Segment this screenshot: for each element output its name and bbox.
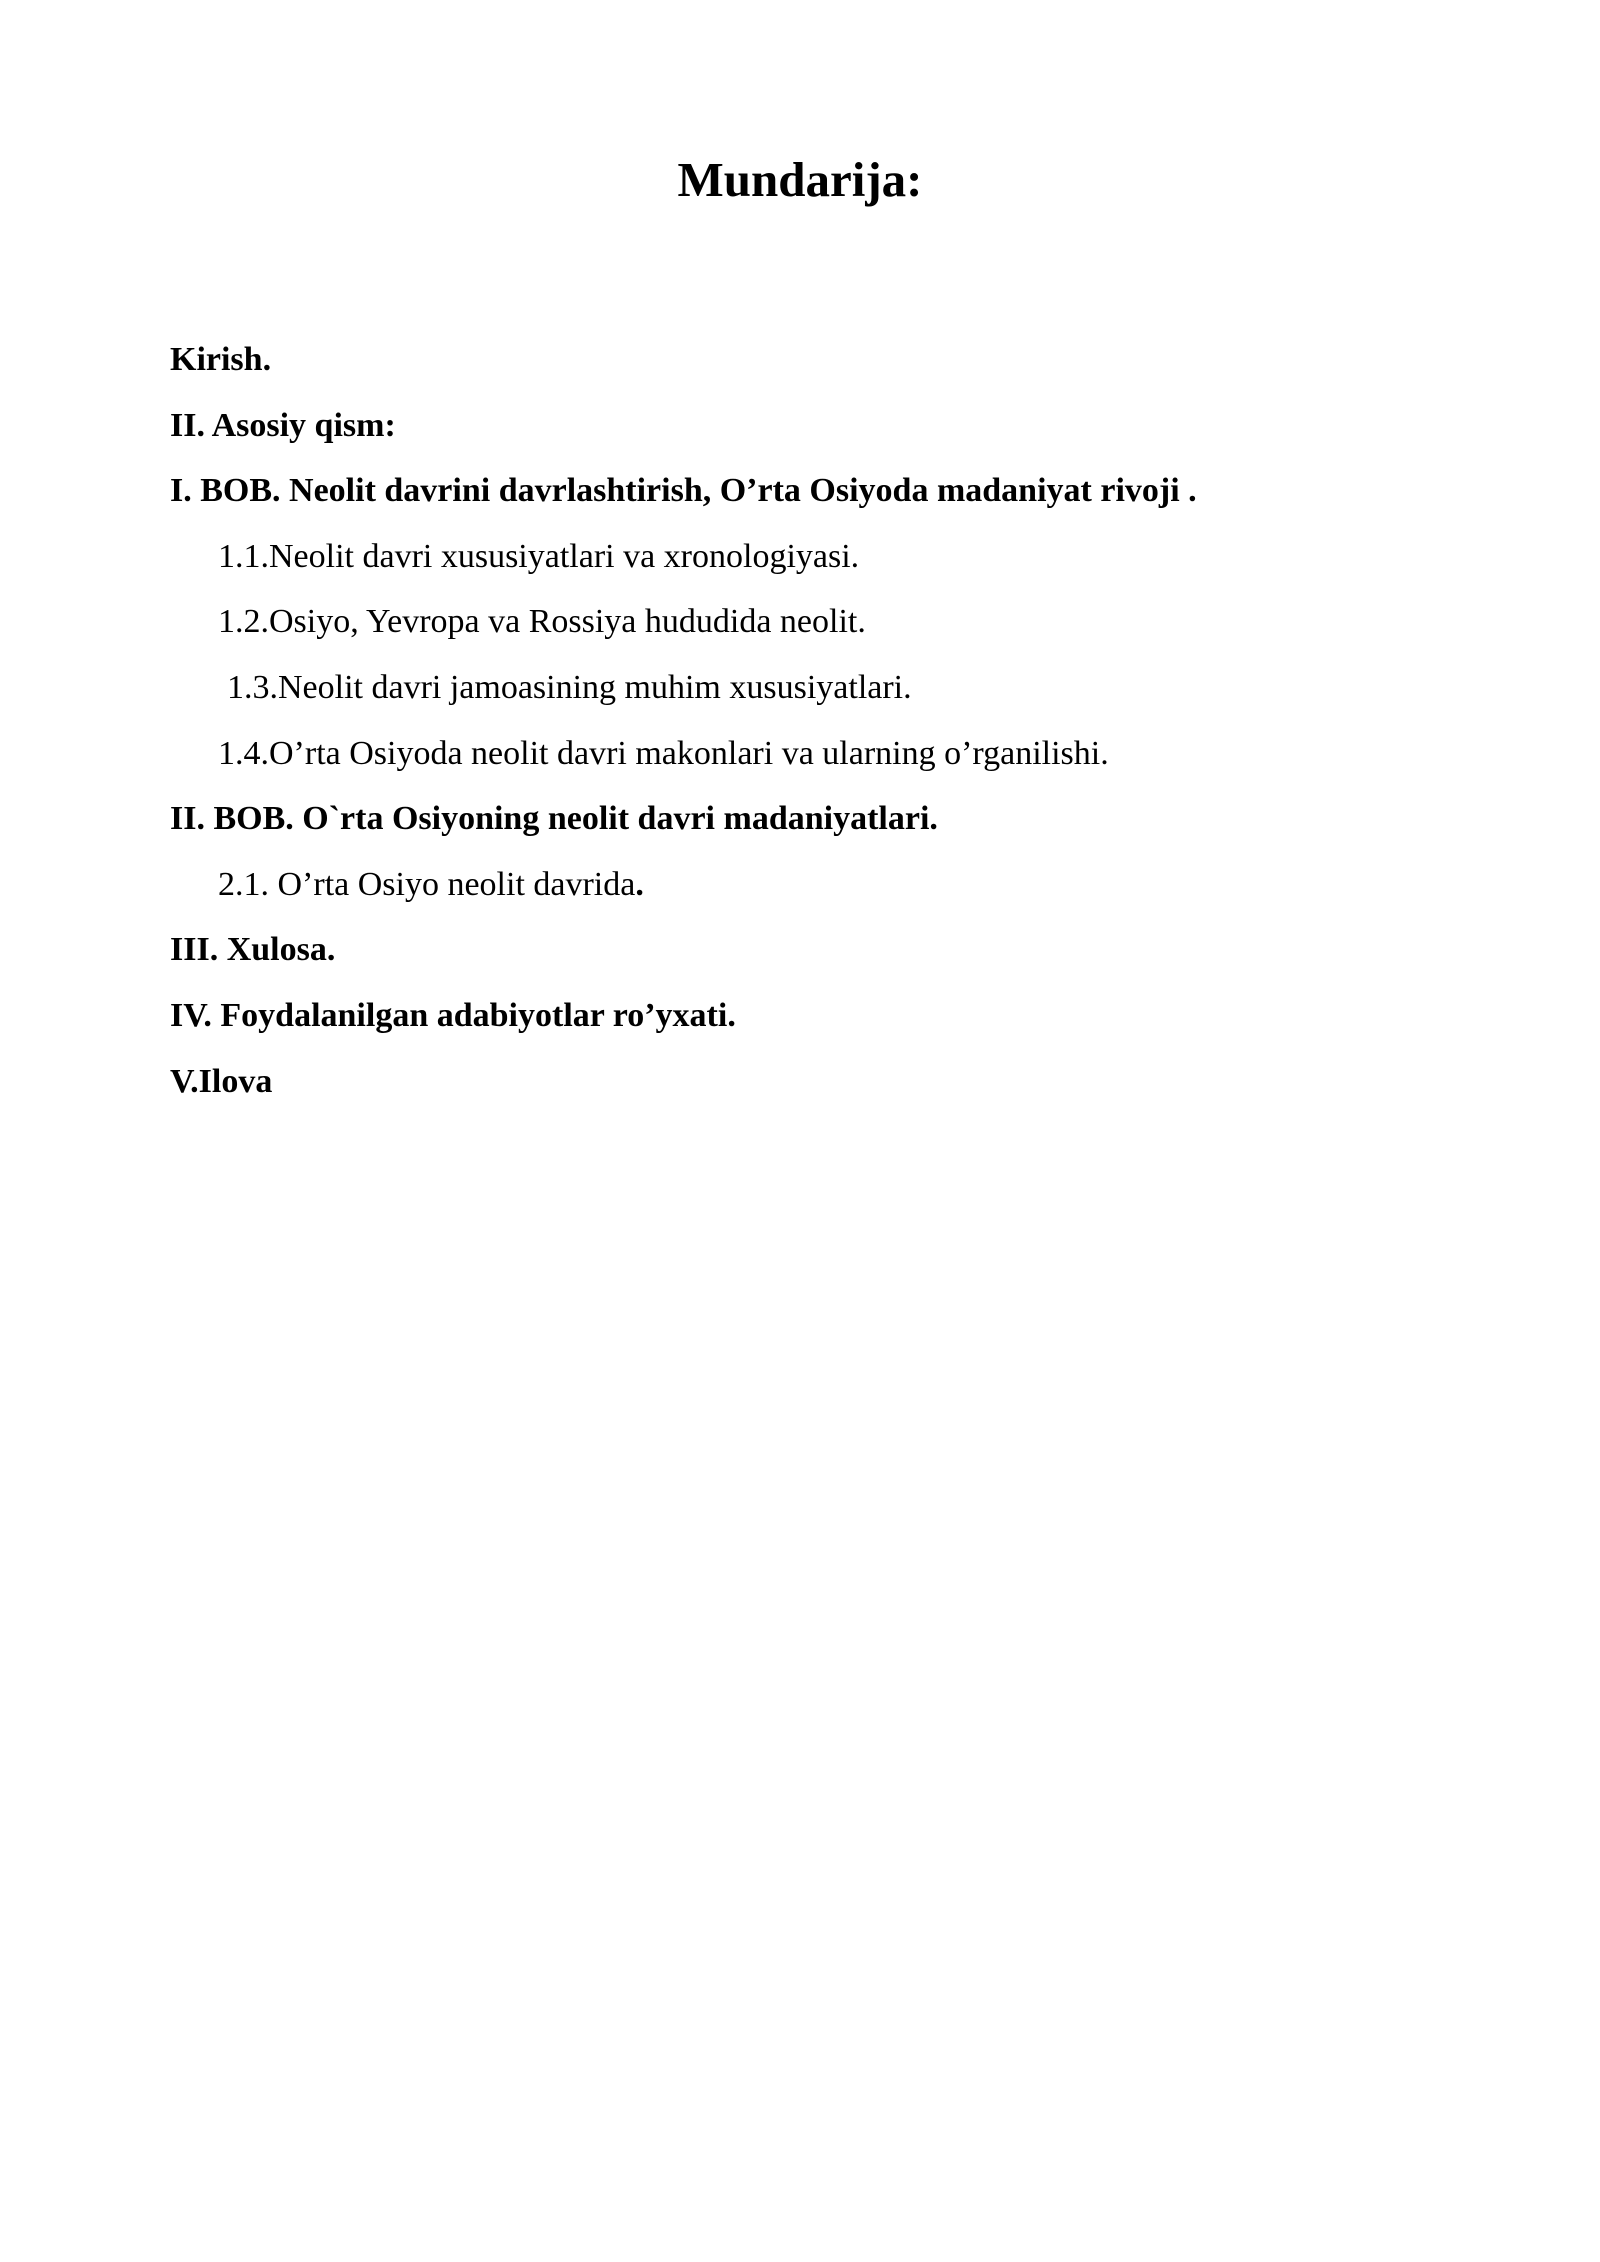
toc-entry-1-1: 1.1.Neolit davri xususiyatlari va xronologiyasi. [218, 537, 860, 575]
toc-entry-2-1 [170, 861, 1500, 927]
toc-entry-asosiy-qism: II. Asosiy qism: [170, 406, 396, 444]
toc-entry-xulosa: III. Xulosa. [170, 931, 336, 969]
toc-entry-adabiyotlar: IV. Foydalanilgan adabiyotlar ro’yxati. [170, 996, 736, 1034]
toc-entry-1-4: 1.4.O’rta Osiyoda neolit davri makonlari va ularning o’rganilishi. [218, 734, 1109, 772]
toc-entry-bob-2: II. BOB. O`rta Osiyoning neolit davri madaniyatlari. [170, 800, 938, 838]
toc-entry-bob-1: I. BOB. Neolit davrini davrlashtirish, O’rta Osiyoda madaniyat rivoji . [170, 472, 1197, 510]
page-title: Mundarija: [677, 152, 923, 207]
toc-entry-ilova: V.Ilova [170, 1062, 273, 1100]
toc-entry-1-2: 1.2.Osiyo, Yevropa va Rossiya hududida neolit. [218, 603, 866, 641]
toc-entry-2-1-text: 2.1. O’rta Osiyo neolit davrida [218, 865, 636, 903]
toc-entry-2-1-trail: . [635, 865, 644, 903]
toc-entry-kirish: Kirish. [170, 341, 272, 378]
table-of-contents [170, 336, 1500, 1123]
toc-entry-1-3: 1.3.Neolit davri jamoasining muhim xususiyatlari. [227, 668, 912, 706]
